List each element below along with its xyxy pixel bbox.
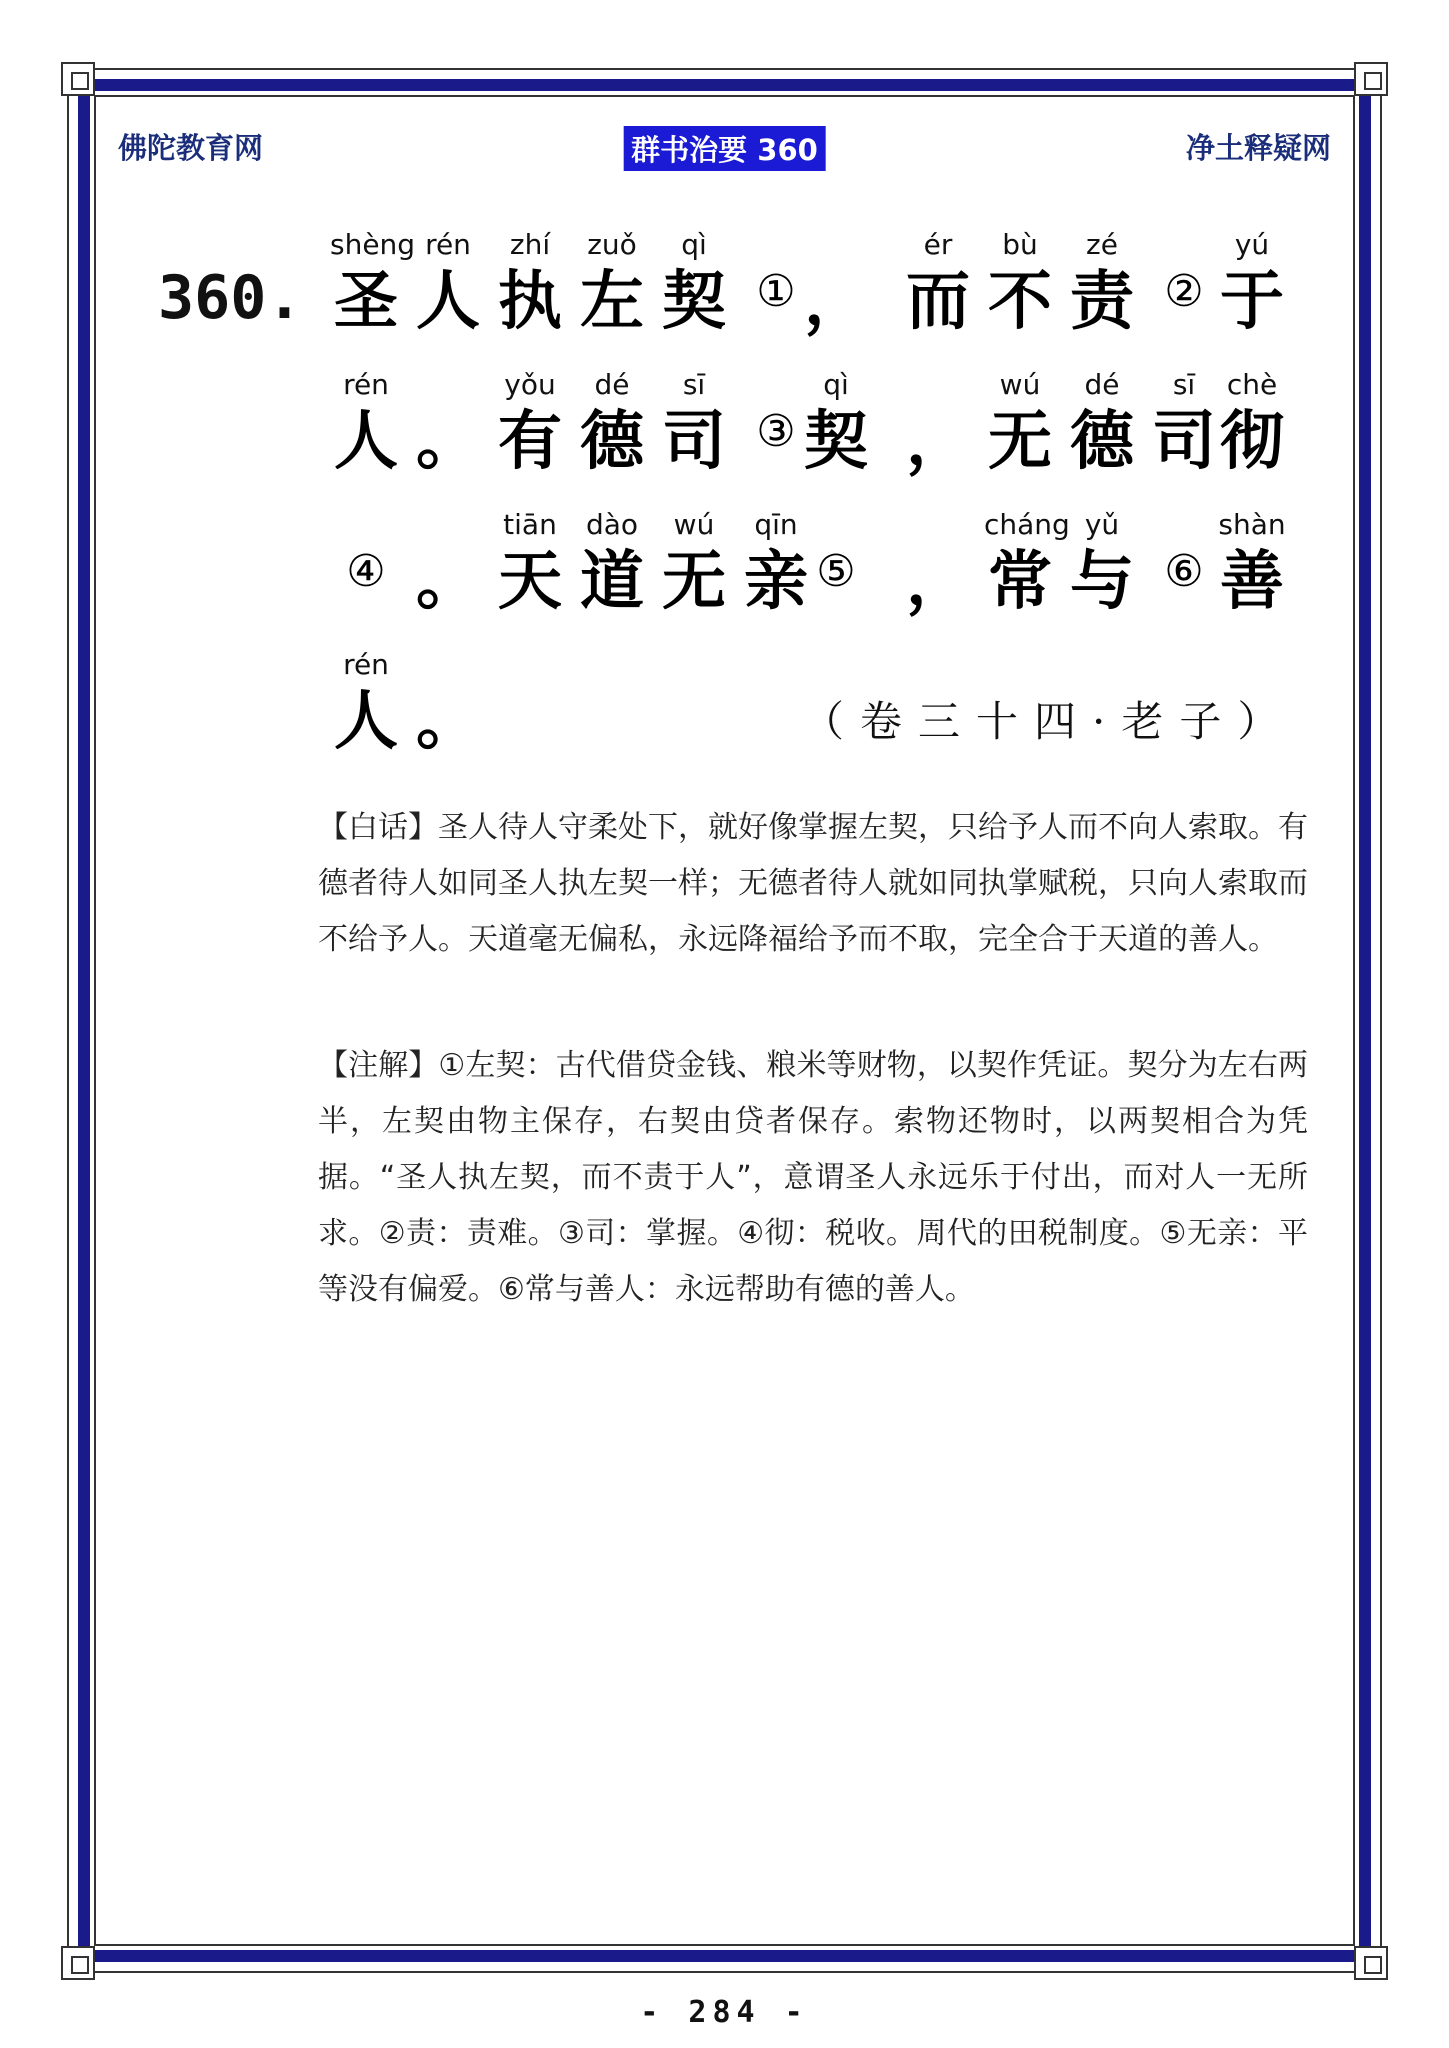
hanzi: ③ [756, 406, 796, 457]
verse-char [800, 508, 872, 602]
frame-corner-ornament [1354, 62, 1388, 96]
pinyin [902, 508, 974, 542]
pinyin: cháng [984, 508, 1070, 541]
hanzi: 人 [416, 264, 480, 339]
frame-corner-ornament [61, 1946, 95, 1980]
hanzi: 。 [416, 404, 480, 479]
pinyin: zhí [509, 228, 551, 261]
hanzi: ① [756, 266, 796, 317]
verse-char [412, 368, 484, 482]
pinyin: zuǒ [587, 228, 637, 261]
pinyin: chè [1226, 368, 1278, 401]
hanzi: 责 [1070, 264, 1134, 339]
verse-line-1 [330, 228, 1284, 368]
hanzi: 圣 [334, 264, 398, 339]
verse-char [330, 508, 402, 602]
hanzi: ， [906, 544, 970, 619]
pinyin [800, 228, 872, 262]
pinyin: yǒu [504, 368, 556, 401]
hanzi: 德 [1070, 404, 1134, 479]
verse-char [494, 368, 566, 482]
pinyin [1148, 508, 1220, 542]
verse-char [1148, 368, 1220, 482]
verse-char [412, 228, 484, 342]
verse-char [800, 368, 872, 482]
verse-char [984, 368, 1056, 482]
verse-char [984, 508, 1070, 622]
pinyin: yú [1234, 228, 1270, 261]
hanzi: 执 [498, 264, 562, 339]
pinyin: dé [594, 368, 630, 401]
frame-corner-ornament [61, 62, 95, 96]
pinyin: sī [682, 368, 706, 401]
hanzi: 善 [1220, 544, 1284, 619]
hanzi: 契 [662, 264, 726, 339]
verse-char [902, 368, 974, 482]
pinyin [412, 368, 484, 402]
pinyin [412, 508, 484, 542]
verse-line-3 [330, 508, 1286, 648]
header-left-site: 佛陀教育网 [118, 131, 264, 165]
verse-char [1148, 228, 1220, 322]
hanzi: 左 [580, 264, 644, 339]
verse-char [412, 508, 484, 622]
hanzi: 而 [906, 264, 970, 339]
pinyin: qì [823, 368, 849, 401]
verse-char [1148, 508, 1220, 602]
hanzi: 道 [580, 544, 644, 619]
hanzi: 德 [580, 404, 644, 479]
hanzi: 与 [1070, 544, 1134, 619]
pinyin: dé [1084, 368, 1120, 401]
verse-char [1066, 368, 1138, 482]
verse-char [412, 648, 484, 762]
verse-char [576, 508, 648, 622]
pinyin: qīn [754, 508, 798, 541]
pinyin [412, 648, 484, 682]
hanzi: 。 [416, 684, 480, 759]
verse-char [330, 648, 402, 762]
pinyin [800, 508, 872, 542]
hanzi: 司 [1152, 404, 1216, 479]
verse-line-4 [330, 648, 1296, 788]
hanzi: 常 [988, 544, 1052, 619]
hanzi: 人 [334, 404, 398, 479]
hanzi: 无 [662, 544, 726, 619]
pinyin [330, 508, 402, 542]
verse-char [494, 508, 566, 622]
header-title: 群书治要 360 [623, 126, 826, 171]
verse-char [330, 368, 402, 482]
page-number: - 284 - [640, 1995, 809, 2030]
pinyin: sī [1172, 368, 1196, 401]
hanzi: 有 [498, 404, 562, 479]
hanzi: 于 [1220, 264, 1284, 339]
pinyin: dào [585, 508, 639, 541]
verse-char [1216, 368, 1288, 482]
hanzi: 。 [416, 544, 480, 619]
hanzi: 无 [988, 404, 1052, 479]
verse-char [658, 508, 730, 622]
pinyin [902, 368, 974, 402]
verse-number: 360. [158, 263, 303, 333]
hanzi: 天 [498, 544, 562, 619]
hanzi: 亲 [744, 544, 808, 619]
pinyin: tiān [503, 508, 557, 541]
zhujie-paragraph: 【注解】①左契：古代借贷金钱、粮米等财物，以契作凭证。契分为左右两半，左契由物主保存，右契由贷者保存。索物还物时，以两契相合为凭据。“圣人执左契，而不责于人”，意谓圣人永远乐于付出，而对人一无所求。②责：责难。③司：掌握。④彻：税收。周代的田税制度。⑤无亲：平等没有偏爱。⑥常与善人：永远帮助有德的善人。 [318, 1048, 1308, 1307]
verse-char [576, 228, 648, 342]
pinyin: wú [999, 368, 1041, 401]
hanzi: 司 [662, 404, 726, 479]
verse-char [902, 508, 974, 622]
verse-char [494, 228, 566, 342]
verse-char [330, 228, 416, 342]
verse-char [658, 228, 730, 342]
pinyin: rén [343, 368, 389, 401]
verse-char [1066, 508, 1138, 622]
pinyin: bù [1002, 228, 1038, 261]
pinyin: qì [681, 228, 707, 261]
hanzi: ， [804, 264, 868, 339]
hanzi: 不 [988, 264, 1052, 339]
hanzi: ， [906, 404, 970, 479]
frame-corner-ornament [1354, 1946, 1388, 1980]
header-right-site: 净土释疑网 [1185, 131, 1331, 165]
hanzi: 人 [334, 684, 398, 759]
hanzi: 彻 [1220, 404, 1284, 479]
pinyin: shèng [330, 228, 416, 261]
pinyin: shàn [1218, 508, 1286, 541]
hanzi: ② [1164, 266, 1204, 317]
verse-char [576, 368, 648, 482]
verse-char [1216, 228, 1288, 342]
verse-char [800, 228, 872, 342]
pinyin: yǔ [1084, 508, 1120, 541]
pinyin: rén [425, 228, 471, 261]
verse-char [984, 228, 1056, 342]
hanzi: ⑥ [1164, 546, 1204, 597]
hanzi: ④ [346, 546, 386, 597]
verse-source: （卷三十四·老子） [802, 697, 1296, 746]
hanzi: ⑤ [816, 546, 856, 597]
verse-line-2 [330, 368, 1284, 508]
verse-char [658, 368, 730, 482]
verse-char [1216, 508, 1288, 622]
pinyin: ér [923, 228, 953, 261]
hanzi: 契 [804, 404, 868, 479]
pinyin: wú [673, 508, 715, 541]
pinyin [1148, 228, 1220, 262]
verse-char [902, 228, 974, 342]
pinyin: zé [1086, 228, 1118, 261]
verse-char [1066, 228, 1138, 342]
baihua-paragraph: 【白话】圣人待人守柔处下，就好像掌握左契，只给予人而不向人索取。有德者待人如同圣人执左契一样；无德者待人就如同执掌赋税，只向人索取而不给予人。天道毫无偏私，永远降福给予而不取，完全合于天道的善人。 [318, 810, 1308, 957]
pinyin: rén [343, 648, 389, 681]
